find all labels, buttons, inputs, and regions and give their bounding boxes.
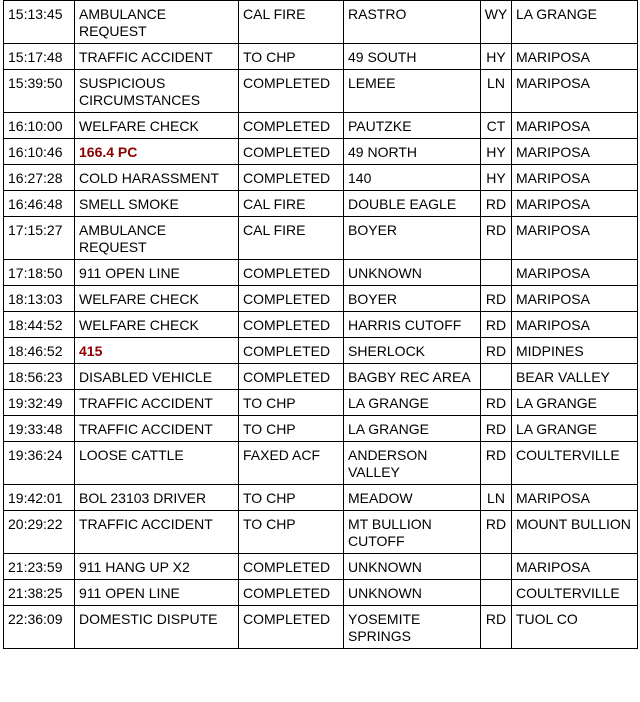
incident-type-cell: WELFARE CHECK	[75, 113, 239, 139]
incident-type-cell: AMBULANCE REQUEST	[75, 1, 239, 44]
street-suffix-cell	[481, 554, 512, 580]
incident-type-cell: DISABLED VEHICLE	[75, 364, 239, 390]
disposition-cell: CAL FIRE	[239, 191, 344, 217]
table-row	[4, 511, 638, 554]
time-cell: 17:15:27	[4, 217, 75, 260]
street-suffix-cell: RD	[481, 286, 512, 312]
time-cell: 18:13:03	[4, 286, 75, 312]
city-cell: MARIPOSA	[512, 485, 638, 511]
city-cell: MARIPOSA	[512, 113, 638, 139]
penal-code-text: 166.4 PC	[79, 144, 138, 160]
time-cell: 19:32:49	[4, 390, 75, 416]
time-cell: 21:23:59	[4, 554, 75, 580]
time-cell: 15:13:45	[4, 1, 75, 44]
street-suffix-cell: CT	[481, 113, 512, 139]
city-cell: MARIPOSA	[512, 191, 638, 217]
city-cell: LA GRANGE	[512, 416, 638, 442]
street-suffix-cell: HY	[481, 165, 512, 191]
city-cell: COULTERVILLE	[512, 580, 638, 606]
table-row	[4, 1, 638, 44]
table-row	[4, 364, 638, 390]
street-cell: LA GRANGE	[344, 390, 481, 416]
incident-type-cell: TRAFFIC ACCIDENT	[75, 390, 239, 416]
incident-type-cell: AMBULANCE REQUEST	[75, 217, 239, 260]
disposition-cell: COMPLETED	[239, 139, 344, 165]
disposition-cell: COMPLETED	[239, 606, 344, 649]
disposition-cell: TO CHP	[239, 485, 344, 511]
incident-type-cell: 911 OPEN LINE	[75, 580, 239, 606]
street-suffix-cell: RD	[481, 416, 512, 442]
street-cell: ANDERSON VALLEY	[344, 442, 481, 485]
city-cell: MARIPOSA	[512, 286, 638, 312]
street-cell: SHERLOCK	[344, 338, 481, 364]
table-row	[4, 113, 638, 139]
incident-type-cell: DOMESTIC DISPUTE	[75, 606, 239, 649]
street-suffix-cell	[481, 260, 512, 286]
street-cell: MEADOW	[344, 485, 481, 511]
city-cell: MARIPOSA	[512, 70, 638, 113]
street-suffix-cell: RD	[481, 442, 512, 485]
disposition-cell: COMPLETED	[239, 554, 344, 580]
time-cell: 16:10:00	[4, 113, 75, 139]
incident-type-cell: 911 OPEN LINE	[75, 260, 239, 286]
disposition-cell: COMPLETED	[239, 113, 344, 139]
city-cell: COULTERVILLE	[512, 442, 638, 485]
street-suffix-cell: WY	[481, 1, 512, 44]
street-suffix-cell	[481, 364, 512, 390]
time-cell: 18:44:52	[4, 312, 75, 338]
disposition-cell: TO CHP	[239, 511, 344, 554]
disposition-cell: COMPLETED	[239, 165, 344, 191]
street-cell: DOUBLE EAGLE	[344, 191, 481, 217]
street-cell: BOYER	[344, 286, 481, 312]
incident-type-cell: LOOSE CATTLE	[75, 442, 239, 485]
time-cell: 16:10:46	[4, 139, 75, 165]
city-cell: MARIPOSA	[512, 260, 638, 286]
city-cell: MARIPOSA	[512, 165, 638, 191]
street-cell: HARRIS CUTOFF	[344, 312, 481, 338]
city-cell: MARIPOSA	[512, 554, 638, 580]
table-row	[4, 70, 638, 113]
disposition-cell: COMPLETED	[239, 312, 344, 338]
table-row	[4, 390, 638, 416]
table-row	[4, 165, 638, 191]
incident-type-cell: TRAFFIC ACCIDENT	[75, 416, 239, 442]
time-cell: 22:36:09	[4, 606, 75, 649]
disposition-cell: TO CHP	[239, 390, 344, 416]
time-cell: 15:39:50	[4, 70, 75, 113]
city-cell: TUOL CO	[512, 606, 638, 649]
table-row	[4, 312, 638, 338]
time-cell: 16:46:48	[4, 191, 75, 217]
disposition-cell: COMPLETED	[239, 286, 344, 312]
incident-type-cell: WELFARE CHECK	[75, 286, 239, 312]
call-log-table	[3, 0, 638, 649]
table-row	[4, 217, 638, 260]
disposition-cell: TO CHP	[239, 416, 344, 442]
penal-code-text: 415	[79, 343, 103, 359]
table-row	[4, 139, 638, 165]
time-cell: 19:36:24	[4, 442, 75, 485]
city-cell: MARIPOSA	[512, 217, 638, 260]
street-cell: LEMEE	[344, 70, 481, 113]
street-suffix-cell	[481, 580, 512, 606]
call-log-body	[4, 1, 638, 649]
street-suffix-cell: LN	[481, 485, 512, 511]
time-cell: 18:56:23	[4, 364, 75, 390]
time-cell: 20:29:22	[4, 511, 75, 554]
incident-type-cell: 911 HANG UP X2	[75, 554, 239, 580]
table-row	[4, 260, 638, 286]
disposition-cell: COMPLETED	[239, 70, 344, 113]
city-cell: LA GRANGE	[512, 1, 638, 44]
disposition-cell: COMPLETED	[239, 260, 344, 286]
street-suffix-cell: RD	[481, 511, 512, 554]
street-cell: 49 SOUTH	[344, 44, 481, 70]
street-cell: BAGBY REC AREA	[344, 364, 481, 390]
street-cell: 49 NORTH	[344, 139, 481, 165]
city-cell: LA GRANGE	[512, 390, 638, 416]
incident-type-cell: TRAFFIC ACCIDENT	[75, 44, 239, 70]
table-row	[4, 191, 638, 217]
time-cell: 19:33:48	[4, 416, 75, 442]
street-cell: YOSEMITE SPRINGS	[344, 606, 481, 649]
table-row	[4, 554, 638, 580]
incident-type-cell: SMELL SMOKE	[75, 191, 239, 217]
street-cell: 140	[344, 165, 481, 191]
time-cell: 16:27:28	[4, 165, 75, 191]
street-suffix-cell: RD	[481, 217, 512, 260]
city-cell: BEAR VALLEY	[512, 364, 638, 390]
table-row	[4, 485, 638, 511]
street-cell: UNKNOWN	[344, 580, 481, 606]
street-cell: LA GRANGE	[344, 416, 481, 442]
time-cell: 18:46:52	[4, 338, 75, 364]
disposition-cell: COMPLETED	[239, 338, 344, 364]
disposition-cell: CAL FIRE	[239, 1, 344, 44]
time-cell: 15:17:48	[4, 44, 75, 70]
incident-type-cell	[75, 338, 239, 364]
time-cell: 21:38:25	[4, 580, 75, 606]
street-cell: UNKNOWN	[344, 554, 481, 580]
street-suffix-cell: LN	[481, 70, 512, 113]
street-suffix-cell: RD	[481, 390, 512, 416]
disposition-cell: TO CHP	[239, 44, 344, 70]
time-cell: 19:42:01	[4, 485, 75, 511]
street-cell: MT BULLION CUTOFF	[344, 511, 481, 554]
incident-type-cell	[75, 139, 239, 165]
incident-type-cell: COLD HARASSMENT	[75, 165, 239, 191]
table-row	[4, 580, 638, 606]
street-suffix-cell: RD	[481, 312, 512, 338]
incident-type-cell: BOL 23103 DRIVER	[75, 485, 239, 511]
incident-type-cell: TRAFFIC ACCIDENT	[75, 511, 239, 554]
table-row	[4, 606, 638, 649]
street-suffix-cell: RD	[481, 606, 512, 649]
disposition-cell: CAL FIRE	[239, 217, 344, 260]
disposition-cell: COMPLETED	[239, 364, 344, 390]
street-suffix-cell: RD	[481, 338, 512, 364]
disposition-cell: FAXED ACF	[239, 442, 344, 485]
city-cell: MARIPOSA	[512, 139, 638, 165]
street-suffix-cell: RD	[481, 191, 512, 217]
city-cell: MARIPOSA	[512, 44, 638, 70]
city-cell: MARIPOSA	[512, 312, 638, 338]
street-cell: PAUTZKE	[344, 113, 481, 139]
street-suffix-cell: HY	[481, 139, 512, 165]
table-row	[4, 44, 638, 70]
incident-type-cell: WELFARE CHECK	[75, 312, 239, 338]
city-cell: MOUNT BULLION	[512, 511, 638, 554]
street-cell: RASTRO	[344, 1, 481, 44]
table-row	[4, 286, 638, 312]
table-row	[4, 416, 638, 442]
table-row	[4, 338, 638, 364]
street-cell: BOYER	[344, 217, 481, 260]
table-row	[4, 442, 638, 485]
time-cell: 17:18:50	[4, 260, 75, 286]
incident-type-cell: SUSPICIOUS CIRCUMSTANCES	[75, 70, 239, 113]
street-cell: UNKNOWN	[344, 260, 481, 286]
street-suffix-cell: HY	[481, 44, 512, 70]
disposition-cell: COMPLETED	[239, 580, 344, 606]
city-cell: MIDPINES	[512, 338, 638, 364]
